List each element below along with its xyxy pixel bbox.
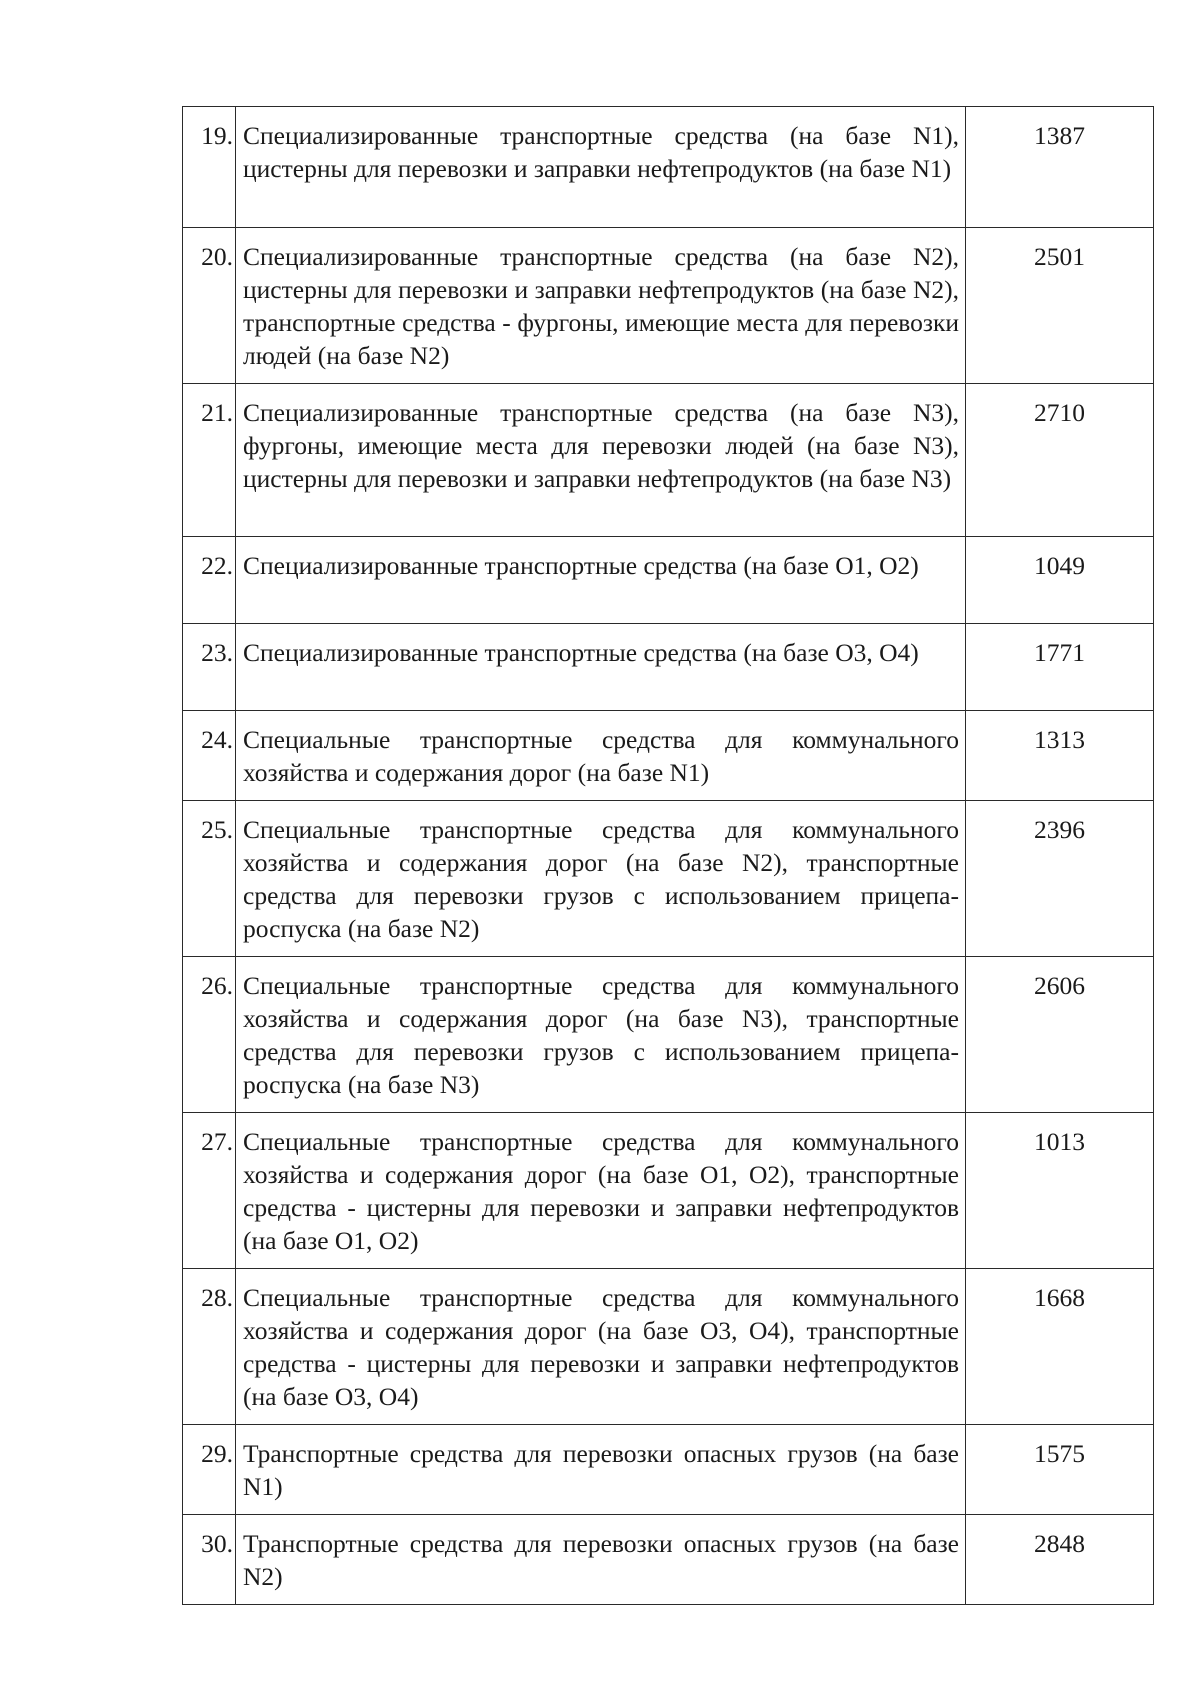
table-row <box>183 1425 1154 1515</box>
row-number: 22. <box>183 537 236 624</box>
table-row <box>183 1269 1154 1425</box>
row-description: Специализированные транспортные средства (на базе O1, O2) <box>236 537 966 624</box>
table-row <box>183 711 1154 801</box>
table-row <box>183 384 1154 537</box>
row-description: Специализированные транспортные средства (на базе N3), фургоны, имеющие места для перевозки людей (на базе N3), цистерны для перевозки и заправки нефтепродуктов (на базе N3) <box>236 384 966 537</box>
row-value: 2396 <box>966 801 1154 957</box>
row-number: 28. <box>183 1269 236 1425</box>
row-value: 2710 <box>966 384 1154 537</box>
row-number: 26. <box>183 957 236 1113</box>
table-row <box>183 107 1154 228</box>
row-description: Специализированные транспортные средства (на базе N1), цистерны для перевозки и заправки нефтепродуктов (на базе N1) <box>236 107 966 228</box>
vehicle-category-table <box>182 106 1154 1605</box>
row-number: 19. <box>183 107 236 228</box>
row-value: 1013 <box>966 1113 1154 1269</box>
row-value: 1313 <box>966 711 1154 801</box>
row-description: Специальные транспортные средства для коммунального хозяйства и содержания дорог (на базе O3, O4), транспортные средства - цистерны для перевозки и заправки нефтепродуктов (на базе O3, O4) <box>236 1269 966 1425</box>
row-number: 30. <box>183 1515 236 1605</box>
row-description: Специальные транспортные средства для коммунального хозяйства и содержания дорог (на базе N1) <box>236 711 966 801</box>
row-description: Специальные транспортные средства для коммунального хозяйства и содержания дорог (на базе N3), транспортные средства для перевозки грузов с использованием прицепа-роспуска (на базе N3) <box>236 957 966 1113</box>
row-number: 29. <box>183 1425 236 1515</box>
row-description: Специализированные транспортные средства (на базе N2), цистерны для перевозки и заправки нефтепродуктов (на базе N2), транспортные средства - фургоны, имеющие места для перевозки людей (на базе N2) <box>236 228 966 384</box>
row-value: 2501 <box>966 228 1154 384</box>
table-row <box>183 537 1154 624</box>
row-description: Специальные транспортные средства для коммунального хозяйства и содержания дорог (на базе O1, O2), транспортные средства - цистерны для перевозки и заправки нефтепродуктов (на базе O1, O2) <box>236 1113 966 1269</box>
table-row <box>183 957 1154 1113</box>
row-number: 20. <box>183 228 236 384</box>
table-row <box>183 228 1154 384</box>
row-value: 2606 <box>966 957 1154 1113</box>
row-number: 23. <box>183 624 236 711</box>
row-value: 1771 <box>966 624 1154 711</box>
row-description: Транспортные средства для перевозки опасных грузов (на базе N2) <box>236 1515 966 1605</box>
row-value: 1049 <box>966 537 1154 624</box>
row-value: 2848 <box>966 1515 1154 1605</box>
row-value: 1387 <box>966 107 1154 228</box>
table-row <box>183 801 1154 957</box>
row-number: 27. <box>183 1113 236 1269</box>
row-description: Специализированные транспортные средства (на базе O3, O4) <box>236 624 966 711</box>
table-row <box>183 1113 1154 1269</box>
row-number: 25. <box>183 801 236 957</box>
row-description: Специальные транспортные средства для коммунального хозяйства и содержания дорог (на базе N2), транспортные средства для перевозки грузов с использованием прицепа-роспуска (на базе N2) <box>236 801 966 957</box>
row-number: 21. <box>183 384 236 537</box>
row-value: 1575 <box>966 1425 1154 1515</box>
row-number: 24. <box>183 711 236 801</box>
row-description: Транспортные средства для перевозки опасных грузов (на базе N1) <box>236 1425 966 1515</box>
table-row <box>183 1515 1154 1605</box>
row-value: 1668 <box>966 1269 1154 1425</box>
table-row <box>183 624 1154 711</box>
